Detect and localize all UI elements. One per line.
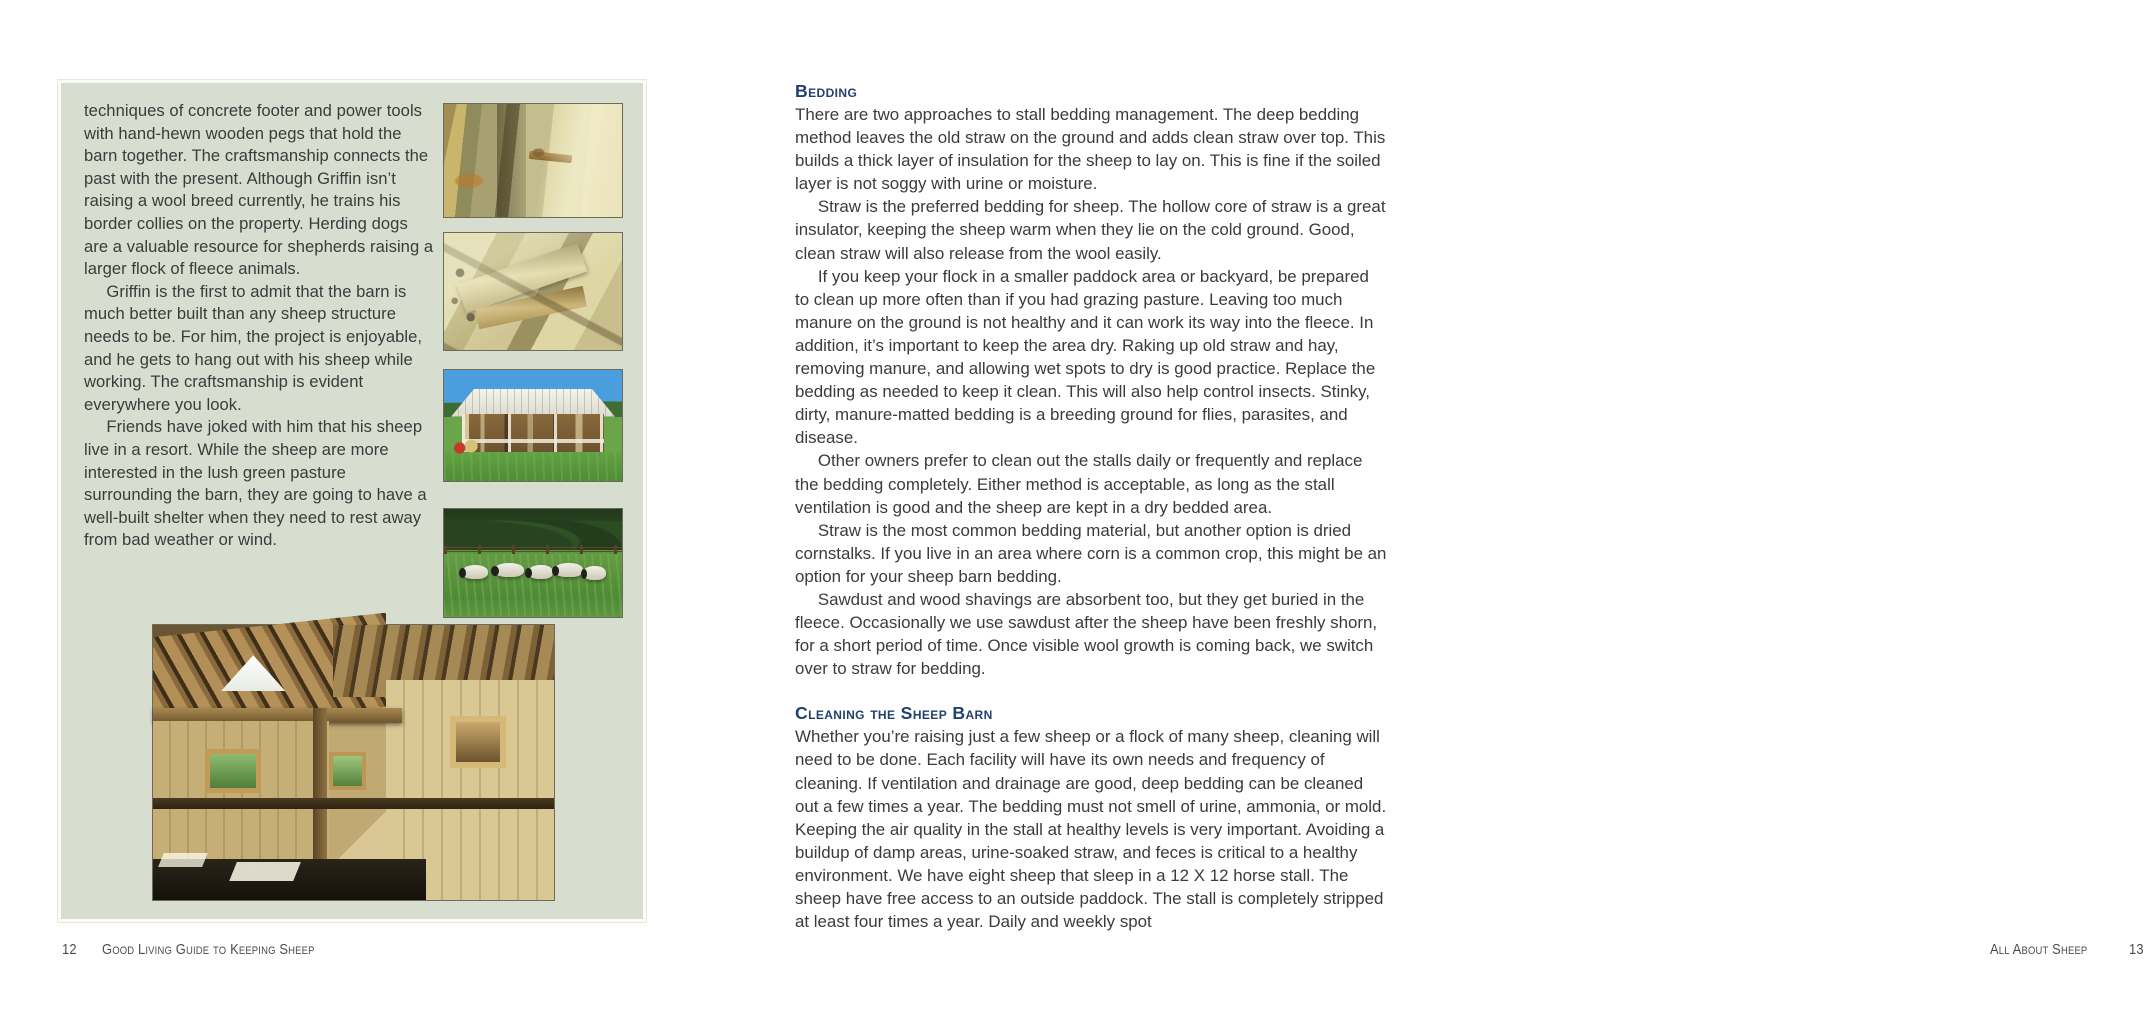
photo-barn-exterior [443, 369, 623, 482]
left-page-body-text [84, 100, 436, 552]
bedding-paragraph-5: Straw is the most common bedding material, but another option is dried cornstalks. If you live in an area where corn is a common crop, this might be an option for your sheep barn bedding. [795, 520, 1387, 586]
book-title: Good Living Guide to Keeping Sheep [102, 941, 315, 958]
left-paragraph-2: Griffin is the first to admit that the barn is much better built than any sheep structure needs to be. For him, the project is enjoyable, and he gets to hang out with his sheep while working. The craftsmanship is evident everywhere you look. [84, 281, 423, 414]
section-spacer [795, 680, 1387, 702]
bedding-paragraph-4: Other owners prefer to clean out the stalls daily or frequently and replace the bedding completely. Either method is acceptable, as long as the stall ventilation is good and the sheep are kept in a dry bedded area. [795, 451, 1363, 517]
photo-timber-joint-detail [443, 232, 623, 351]
right-page-number: 13 [2129, 941, 2144, 958]
section-heading-bedding: Bedding [795, 81, 858, 101]
left-page-footer [62, 941, 349, 958]
photo-peg-detail [443, 103, 623, 218]
bedding-paragraph-6: Sawdust and wood shavings are absorbent too, but they get buried in the fleece. Occasionally we use sawdust after the sheep have been freshly shorn, for a short period of time. Once visible wool growth is coming back, we switch over to straw for bedding. [795, 589, 1378, 679]
photo-barn-interior [152, 624, 555, 901]
left-paragraph-1: techniques of concrete footer and power tools with hand-hewn wooden pegs that hold the barn together. The craftsmanship connects the past with the present. Although Griffin isn’t raising a wool breed currently, he trains his border collies on the property. Herding dogs are a valuable resource for shepherds raising a larger flock of fleece animals. [84, 101, 434, 279]
right-page-body-text [795, 80, 1387, 933]
left-paragraph-3: Friends have joked with him that his sheep live in a resort. While the sheep are more interested in the lush green pasture surrounding the barn, they are going to have a well-built shelter when they need to rest away from bad weather or wind. [84, 417, 427, 550]
bedding-paragraph-3: If you keep your flock in a smaller paddock area or backyard, be prepared to clean up more often than if you had grazing pasture. Leaving too much manure on the ground is not healthy and it can work its way into the fleece. In addition, it’s important to keep the area dry. Raking up old straw and hay, removing manure, and allowing wet spots to dry is good practice. Replace the bedding as needed to keep it clean. This will also help control insects. Stinky, dirty, manure-matted bedding is a breeding ground for flies, parasites, and disease. [795, 266, 1376, 448]
right-page [722, 0, 2144, 1024]
bedding-paragraph-2: Straw is the preferred bedding for sheep. The hollow core of straw is a great insulator, keeping the sheep warm when they lie on the cold ground. Good, clean straw will also release from the wool easily. [795, 197, 1386, 263]
left-page [0, 0, 722, 1024]
section-heading-cleaning-the-sheep-barn: Cleaning the Sheep Barn [795, 703, 993, 724]
right-page-footer [1990, 941, 2146, 958]
cleaning-paragraph-1: Whether you’re raising just a few sheep or a flock of many sheep, cleaning will need to be done. Each facility will have its own needs and frequency of cleaning. If ventilation and drainage are good, deep bedding can be cleaned out a few times a year. The bedding must not smell of urine, ammonia, or mold. Keeping the air quality in the stall at healthy levels is very important. Avoiding a buildup of damp areas, urine-soaked straw, and feces is critical to a healthy environment. We have eight sheep that sleep in a 12 X 12 horse stall. The sheep have free access to an outside paddock. The stall is completely stripped at least four times a year. Daily and weekly spot [795, 727, 1387, 932]
bedding-paragraph-1: There are two approaches to stall bedding management. The deep bedding method leaves the old straw on the ground and adds clean straw over top. This builds a thick layer of insulation for the sheep to lay on. This is fine if the soiled layer is not soggy with urine or moisture. [795, 105, 1386, 194]
chapter-title: All About Sheep [1990, 941, 2088, 958]
left-page-number: 12 [62, 941, 77, 958]
photo-sheep-in-pasture [443, 508, 623, 618]
